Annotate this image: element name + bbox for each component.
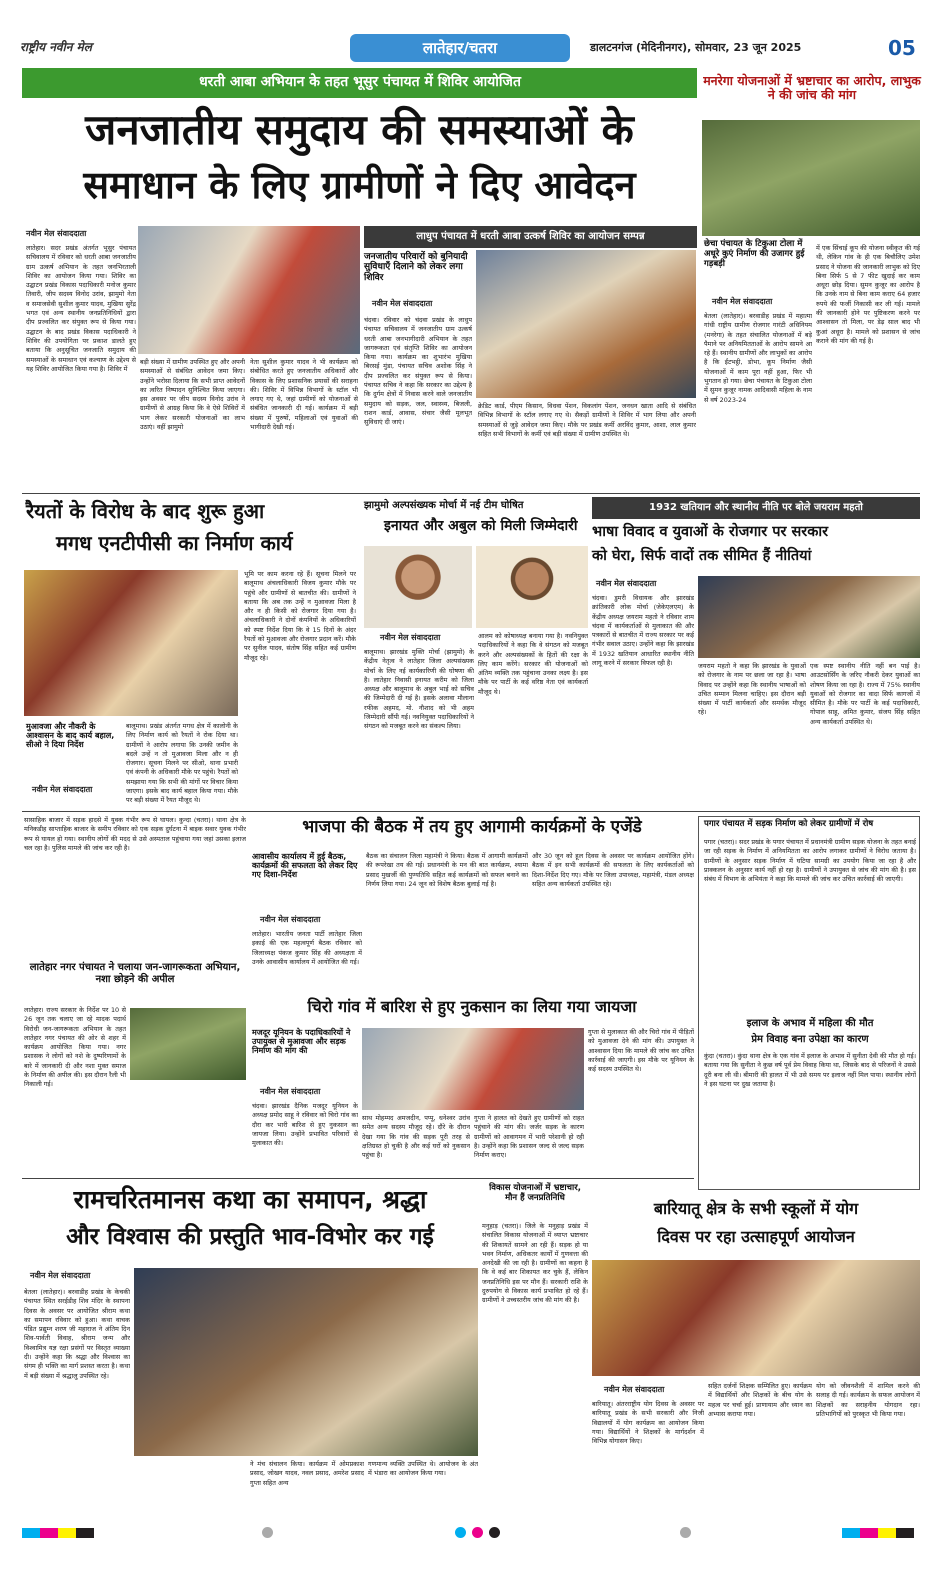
story1-col2: बड़ी संख्या में ग्रामीण उपस्थित हुए और अपनी समस्याओं से संबंधित आवेदन जमा किए। उन्होंने भरोसा दिलाया कि सभी प्राप्त आवेदनों का त्वरित निष्पादन सुनिश्चित किया जाएगा। इस अवसर पर जीप सदस्य विनोद उरांव ने ग्रामीणों से आग्रह किया कि वे ऐसे शिविरों में भाग लेकर सरकारी योजनाओं का लाभ उठाएं। वहीं झामुमो [140, 358, 245, 488]
registration-mark-icon [489, 1527, 500, 1538]
story2-sub-head: छेचा पंचायत के टिकुआ टोला में अधूरे कुएं निर्माण की उजागर हुई गड़बड़ी [704, 239, 805, 269]
story9-col3: गुप्ता ने हालत को देखते हुए ग्रामीणों को राहत पहुंचाने की मांग की। जर्जर सड़क के कारण ग्रामीणों को आवागमन में भारी परेशानी हो रही है। उन्होंने कहा कि प्रशासन जल्द से जल्द सड़क निर्माण कराए। [474, 1114, 584, 1174]
story9-col4: गुप्ता से मुलाकात की और चिरो गांव में पीड़ितों को मुआवजा देने की मांग की। उपायुक्त ने आश्वासन दिया कि मामले की जांच कर उचित कार्रवाई की जाएगी। इस मौके पर यूनियन के कई सदस्य उपस्थित थे। [588, 1028, 694, 1174]
story1-photo-sub [476, 250, 696, 398]
story12-byline: नवीन मेल संवाददाता [604, 1385, 665, 1394]
story10-byline: नवीन मेल संवाददाता [30, 1271, 91, 1280]
story3-caption: मुआवजा और नौकरी के आश्वासन के बाद कार्य बहाल, सीओ ने दिया निर्देश [26, 722, 115, 750]
story3-col2: भूमि पर काम करना रहे हैं। सूचना मिलने पर बालूमाथ अंचलाधिकारी विजय कुमार मौके पर पहुंचे और ग्रामीणों से बातचीत की। ग्रामीणों ने बताया कि अब तक उन्हें न मुआवजा मिला है और न ही किसी को रोजगार दिया गया है। अंचलाधिकारी ने दोनों कंपनियों के अधिकारियों को स्पष्ट निर्देश दिया कि वे 15 दिनों के अंदर रैयतों को मुआवजा और रोजगार प्रदान करें। मौके पर सुनील यादव, संतोष सिंह सहित कई ग्रामीण मौजूद रहे। [244, 570, 356, 806]
story1-byline: नवीन मेल संवाददाता [26, 229, 87, 238]
story6-col1: सासाहिक बाजार में सड़क हादसे में युवक गंभीर रूप से घायल। कुन्दा (चतरा)। थाना क्षेत्र के मनिकडीह साप्ताहिक बाजार के समीप रविवार को एक सड़क दुर्घटना में बाइक सवार युवक गंभीर रूप से घायल हो गया। स्थानीय लोगों की मदद से उसे अस्पताल पहुंचाया गया जहां उसका इलाज चल रहा है। पुलिस मामले की जांच कर रही है। [24, 816, 246, 956]
masthead-dateline: डालटनगंज (मेदिनीनगर), सोमवार, 23 जून 2025 [590, 41, 802, 54]
story7-col1: लातेहार। भारतीय जनता पार्टी लातेहार जिला इकाई की एक महत्वपूर्ण बैठक रविवार को जिलाध्यक्ष पंकज कुमार सिंह की अध्यक्षता में उनके आवासीय कार्यालय में आयोजित की गई। [252, 930, 362, 992]
story5-photo [698, 576, 920, 658]
story4-headline-line1: झामुमो अल्पसंख्यक मोर्चा में नई टीम घोषित [364, 500, 524, 511]
story9-headline: चिरो गांव में बारिश से हुए नुकसान का लिया गया जायजा [307, 997, 637, 1016]
masthead-page-no: 05 [888, 36, 916, 60]
story8-col2: कुंदा (चतरा)। कुंदा थाना क्षेत्र के एक गांव में इलाज के अभाव में सुनीता देवी की मौत हो गई। बताया गया कि सुनीता ने कुछ वर्ष पूर्व प्रेम विवाह किया था, जिसके बाद से परिजनों ने उससे दूरी बना ली थी। बीमारी की हालत में भी उसे समय पर इलाज नहीं मिल पाया। स्थानीय लोगों ने इस घटना पर दुख जताया है। [704, 1052, 916, 1186]
story4-headline-line2: इनायत और अबुल को मिली जिम्मेदारी [384, 518, 578, 534]
story5-byline: नवीन मेल संवाददाता [596, 579, 657, 588]
story1-sub-banner: लाधुप पंचायत में धरती आबा उत्कर्ष शिविर का आयोजन सम्पन्न [416, 231, 645, 242]
story3-byline: नवीन मेल संवाददाता [32, 785, 93, 794]
color-bar [22, 1528, 920, 1538]
story5-headline-line2: को घेरा, सिर्फ वादों तक सीमित हैं नीतियां [592, 548, 812, 564]
story6-col2: लातेहार। राज्य सरकार के निर्देश पर 10 से 26 जून तक चलाए जा रहे मादक पदार्थ विरोधी जन-जागरूकता अभियान के तहत लातेहार नगर पंचायत की ओर से शहर में कार्यक्रम आयोजित किया गया। नगर प्रशासक ने लोगों को नशे के दुष्परिणामों के बारे में जानकारी दी और नशा मुक्त समाज के निर्माण की अपील की। इस दौरान रैली भी निकाली गई। [24, 1006, 126, 1174]
story4-photo-abul [476, 546, 588, 628]
story2-byline: नवीन मेल संवाददाता [712, 297, 773, 306]
masthead-section: लातेहार/चतरा [422, 39, 498, 57]
story12-headline-line1: बारियातू क्षेत्र के सभी स्कूलों में योग [653, 1199, 859, 1218]
story1-photo-main [138, 226, 360, 354]
story9-photo [362, 1028, 584, 1110]
story10-headline-line1: रामचरितमानस कथा का समापन, श्रद्धा [73, 1185, 427, 1214]
story5-headline-line1: भाषा विवाद व युवाओं के रोजगार पर सरकार [592, 524, 829, 540]
registration-mark-icon [455, 1527, 466, 1538]
story9-col1: चंदवा। झारखंड दैनिक मजदूर यूनियन के अध्यक्ष प्रमोद साहू ने रविवार को चिरो गांव का दौरा कर भारी बारिश से हुए नुकसान का जायजा लिया। उन्होंने प्रभावित परिवारों से मुलाकात की। [252, 1102, 358, 1174]
story12-photo [592, 1260, 920, 1376]
story3-col1: बालूमाथ। प्रखंड अंतर्गत मगध क्षेत्र में कालोनी के लिए निर्माण कार्य को रैयतों ने रोक दिया था। ग्रामीणों ने आरोप लगाया कि उनकी जमीन के बदले उन्हें न तो मुआवजा मिला और न ही रोजगार। सूचना मिलने पर सीओ, थाना प्रभारी एवं कंपनी के अधिकारी मौके पर पहुंचे। रैयतों को समझाया गया कि सभी की मांगों पर विचार किया जाएगा। इसके बाद कार्य बहाल किया गया। मौके पर बड़ी संख्या में रैयत मौजूद थे। [126, 722, 238, 805]
divider-row3 [22, 1178, 694, 1179]
story2-col1: बेतला (लातेहार)। बरवाडीह प्रखंड में महात्मा गांधी राष्ट्रीय ग्रामीण रोजगार गारंटी अधिनियम (मनरेगा) के तहत संचालित योजनाओं में बड़े पैमाने पर अनियमितताओं के आरोप सामने आ रहे हैं। स्थानीय ग्रामीणों और लाभुकों का आरोप है कि ईंटभट्ठी, डोभा, कूप निर्माण जैसी योजनाओं में काम पूरा नहीं हुआ, फिर भी भुगतान हो गया। छेचा पंचायत के टिकुआ टोला में सुमन कुजूर नामक आदिवासी महिला के नाम से वर्ष 2023-24 [704, 312, 812, 488]
story1-headline-line2: समाधान के लिए ग्रामीणों ने दिए आवेदन [83, 163, 636, 207]
story2-photo [702, 120, 920, 236]
masthead [20, 34, 925, 64]
story7-col2: बैठक का संचालन जिला महामंत्री ने किया। बैठक में आगामी कार्यक्रमों की रूपरेखा तय की गई। प्रधानमंत्री के मन की बात कार्यक्रम, श्यामा प्रसाद मुखर्जी की पुण्यतिथि सहित कई कार्यक्रमों को सफल बनाने का निर्णय लिया गया। 24 जून को विशेष बैठक बुलाई गई है। [366, 852, 528, 992]
story4-byline: नवीन मेल संवाददाता [380, 633, 441, 642]
story4-col1: बालूमाथ। झारखंड मुक्ति मोर्चा (झामुमो) के केंद्रीय नेतृत्व ने लातेहार जिला अल्पसंख्यक मोर्चा के लिए नई कार्यकारिणी की घोषणा की है। लातेहार निवासी इनायत करीम को जिला अध्यक्ष और बालूमाथ के अबुल भाई को सचिव की जिम्मेदारी दी गई है। इसके अलावा मौलाना रफीक अहमद, मो. नौशाद को भी अहम जिम्मेदारी सौंपी गई। नवनियुक्त पदाधिकारियों ने संगठन को मजबूत करने का संकल्प लिया। [364, 648, 474, 806]
story3-photo [24, 570, 238, 716]
story9-byline: नवीन मेल संवाददाता [260, 1087, 321, 1096]
story1-sub-byline: नवीन मेल संवाददाता [372, 299, 433, 308]
story12-col2: सहित दर्जनों शिक्षक सम्मिलित हुए। कार्यक्रम में विद्यार्थियों और शिक्षकों के बीच योग के महत्व पर चर्चा हुई। प्राणायाम और ध्यान का अभ्यास कराया गया। [708, 1382, 812, 1516]
story9-col2: साथ मोहम्मद अमजदीन, पप्पू, धनेश्वर उरांव समेत अन्य सदस्य मौजूद रहे। दौरे के दौरान देखा गया कि गांव की सड़क पूरी तरह से क्षतिग्रस्त हो चुकी है और कई घरों को नुकसान पहुंचा है। [362, 1114, 470, 1174]
registration-mark-icon [262, 1527, 273, 1538]
story5-col2: जयराम महतो ने कहा कि झारखंड के युवाओं को रोजगार के नाम पर छला जा रहा है। भाषा विवाद पर उन्होंने कहा कि स्थानीय भाषाओं को उचित सम्मान मिलना चाहिए। इस दौरान बड़ी संख्या में पार्टी कार्यकर्ता और समर्थक मौजूद रहे। [698, 662, 806, 806]
story6-photo [130, 1008, 246, 1080]
story1-col4: चंदवा। रविवार को चंदवा प्रखंड के लाधुप पंचायत सचिवालय में जनजातीय ग्राम उत्कर्ष धरती आबा जनभागीदारी अभियान के तहत जागरूकता एवं संतृप्ति शिविर का आयोजन किया गया। कार्यक्रम का शुभारंभ मुखिया बिरसई मुंडा, पंचायत सचिव अशोक सिंह ने दीप प्रज्वलित कर संयुक्त रूप से किया। पंचायत सचिव ने कहा कि सरकार का उद्देश्य है कि दुर्गम क्षेत्रों में निवास करने वाले जनजातीय समुदाय को सड़क, जल, स्वास्थ्य, बिजली, राशन कार्ड, आवास, संचार जैसी मूलभूत सुविधाएं दी जाएं। [364, 316, 472, 488]
story3-headline-line2: मगध एनटीपीसी का निर्माण कार्य [56, 531, 293, 555]
story7-byline: नवीन मेल संवाददाता [260, 915, 321, 924]
story7-col3: और 30 जून को हूल दिवस के अवसर पर कार्यक्रम आयोजित होंगे। बैठक में इन सभी कार्यक्रमों की सफलता के लिए कार्यकर्ताओं को दिशा-निर्देश दिए गए। मौके पर जिला उपाध्यक्ष, महामंत्री, मंडल अध्यक्ष सहित अन्य कार्यकर्ता उपस्थित रहे। [532, 852, 694, 992]
story5-col3: एक स्पष्ट स्थानीय नीति नहीं बन पाई है। आउटसोर्सिंग के जरिए नौकरी देकर युवाओं का शोषण किया जा रहा है। राज्य में 75% स्थानीय युवाओं को रोजगार का वादा सिर्फ कागजों में सीमित है। मौके पर पार्टी के कई पदाधिकारी, गोपाल साहू, अमित कुमार, संजय सिंह सहित अन्य कार्यकर्ता उपस्थित थे। [810, 662, 920, 806]
story8-sub-head2: प्रेम विवाह बना उपेक्षा का कारण [751, 1034, 869, 1045]
story12-headline-line2: दिवस पर रहा उत्साहपूर्ण आयोजन [657, 1227, 855, 1246]
story1-sub-head: जनजातीय परिवारों को बुनियादी सुविधाएँ दिलाने को लेकर लगा शिविर [364, 252, 468, 283]
divider-row2 [22, 811, 920, 812]
registration-mark-icon [472, 1527, 483, 1538]
story8-sub-head1: इलाज के अभाव में महिला की मौत [746, 1018, 874, 1029]
story4-col2: आलम को कोषाध्यक्ष बनाया गया है। नवनियुक्त पदाधिकारियों ने कहा कि वे संगठन को मजबूत करने और अल्पसंख्यकों के हितों की रक्षा के लिए काम करेंगे। सरकार की योजनाओं को अंतिम व्यक्ति तक पहुंचाना उनका लक्ष्य है। इस मौके पर पार्टी के कई वरिष्ठ नेता एवं कार्यकर्ता मौजूद थे। [478, 632, 588, 806]
story11-kicker: विकास योजनाओं में भ्रष्टाचार, मौन हैं जनप्रतिनिधि [489, 1183, 581, 1203]
story1-kicker: धरती आबा अभियान के तहत भूसुर पंचायत में शिविर आयोजित [199, 74, 521, 90]
story11-col1: मनुहाड़ (चतरा)। जिले के मनुहाड़ प्रखंड में संचालित विकास योजनाओं में व्याप्त भ्रष्टाचार की शिकायतें सामने आ रही हैं। सड़क हो या भवन निर्माण, अधिकतर कार्यों में गुणवत्ता की अनदेखी की जा रही है। ग्रामीणों का कहना है कि वे कई बार शिकायत कर चुके हैं, लेकिन जनप्रतिनिधि इस पर मौन हैं। सरकारी राशि के दुरुपयोग से विकास कार्य प्रभावित हो रहे हैं। ग्रामीणों ने उच्चस्तरीय जांच की मांग की है। [482, 1222, 588, 1516]
story10-col2: ने मंच संचालन किया। कार्यक्रम में ओमप्रकाश प्रसाद, जोखन यादव, नवल प्रसाद, अमरेश प्रसाद गुप्ता सहित अन्य [250, 1460, 364, 1516]
story10-col3: गणमान्य व्यक्ति उपस्थित थे। आयोजन के अंत में भंडारा का आयोजन किया गया। [368, 1460, 478, 1516]
divider-row1 [22, 493, 920, 494]
story5-col1: चंदवा। डुमरी विधायक और झारखंड क्रांतिकारी लोक मोर्चा (जेकेएलएम) के केंद्रीय अध्यक्ष जयराम महतो ने रविवार शाम चंदवा में कार्यकर्ताओं से मुलाकात की और पत्रकारों से बातचीत में राज्य सरकार पर कई गंभीर सवाल उठाए। उन्होंने कहा कि झारखंड में 1932 खतियान आधारित स्थानीय नीति लागू करने में सरकार विफल रही है। [592, 594, 694, 806]
story7-sub-head: आवासीय कार्यालय में हुई बैठक, कार्यक्रमों की सफलता को लेकर दिए गए दिशा-निर्देश [252, 852, 358, 880]
story1-col5: क्रेडिट कार्ड, पीएम किसान, विधवा पेंशन, विकलांग पेंशन, जनधन खाता आदि से संबंधित विभिन्न विभागों के स्टॉल लगाए गए थे। सैकड़ों ग्रामीणों ने शिविर में भाग लिया और अपनी समस्याओं से जुड़े आवेदन जमा किए। मौके पर प्रखंड कर्मी अरविंद कुमार, आशा, लाल कुमार सहित सभी विभागों के कर्मी एवं बड़ी संख्या में ग्रामीण उपस्थित थे। [478, 402, 696, 488]
story1-col3: नेता सुशील कुमार यादव ने भी कार्यक्रम को संबोधित करते हुए जनजातीय अधिकारों और विकास के लिए प्रशासनिक प्रयासों की सराहना की। शिविर में विभिन्न विभागों के स्टॉल भी लगाए गए थे, जहां ग्रामीणों को योजनाओं से संबंधित जानकारी दी गई। कार्यक्रम में बड़ी संख्या में पुरुषों, महिलाओं एवं युवाओं की भागीदारी देखी गई। [250, 358, 358, 488]
story10-headline-line2: और विश्वास की प्रस्तुति भाव-विभोर कर गई [66, 1224, 434, 1250]
story7-headline: भाजपा की बैठक में तय हुए आगामी कार्यक्रमों के एजेंडे [302, 817, 642, 837]
masthead-brand: राष्ट्रीय नवीन मेल [20, 40, 92, 54]
story12-col1: बारियातू। अंतरराष्ट्रीय योग दिवस के अवसर पर बारियातू प्रखंड के सभी सरकारी और निजी विद्यालयों में योग कार्यक्रम का आयोजन किया गया। विद्यार्थियों ने शिक्षकों के मार्गदर्शन में विभिन्न योगासन किए। [592, 1400, 704, 1516]
story4-photo-inayat [364, 546, 472, 628]
story5-kicker: 1932 खतियान और स्थानीय नीति पर बोले जयराम महतो [649, 502, 863, 513]
story2-col2: में एक सिंचाई कूप की योजना स्वीकृत की गई थी, लेकिन गांव के ही एक बिचौलिए उमेश प्रसाद ने योजना की जानकारी लाभुक को दिए बिना सिर्फ 5 से 7 फीट खुदाई कर काम अधूरा छोड़ दिया। सुमन कुजूर का आरोप है कि उनके नाम से बिना काम कराए 64 हजार रुपये की फर्जी निकासी कर ली गई। मामले की जानकारी होने पर पुष्टिकरण करने पर आश्वासन तो मिला, पर डेढ़ साल बाद भी कुआं अधूरा है। मामले को प्रशासन से जांच कराने की मांग की गई है। [816, 244, 920, 488]
story1-headline-line1: जनजातीय समुदाय की समस्याओं के [85, 105, 634, 154]
registration-mark-icon [680, 1527, 691, 1538]
story12-col3: योग को जीवनशैली में शामिल करने की सलाह दी गई। कार्यक्रम के सफल आयोजन में शिक्षकों का सराहनीय योगदान रहा। प्रतिभागियों को पुरस्कृत भी किया गया। [816, 1382, 920, 1516]
story2-headline: मनरेगा योजनाओं में भ्रष्टाचार का आरोप, लाभुक ने की जांच की मांग [703, 73, 921, 103]
story3-headline-line1: रैयतों के विरोध के बाद शुरू हुआ [26, 499, 265, 523]
story10-photo [134, 1268, 478, 1456]
story8-headline: पगार पंचायत में सड़क निर्माण को लेकर ग्रामीणों में रोष [704, 819, 874, 829]
story10-col1: बेतला (लातेहार)। बरवाडीह प्रखंड के केचकी पंचायत स्थित सरईडीह शिव मंदिर के स्थापना दिवस के अवसर पर आयोजित श्रीराम कथा का समापन रविवार को हुआ। कथा वाचक पंडित प्रद्युम्न शरण जी महाराज ने अंतिम दिन शिव-पार्वती विवाह, श्रीराम जन्म और विश्वामित्र यज्ञ रक्षा प्रसंगों पर विस्तृत व्याख्या दी। उन्होंने कहा कि श्रद्धा और विश्वास का संगम ही भक्ति का मार्ग प्रशस्त करता है। कथा में बड़ी संख्या में श्रद्धालु उपस्थित रहे। [24, 1288, 130, 1516]
story9-sub-head: मजदूर यूनियन के पदाधिकारियों ने उपायुक्त से मुआवजा और सड़क निर्माण की मांग की [252, 1028, 351, 1056]
story1-col1: लातेहार। सदर प्रखंड अंतर्गत भूसुर पंचायत सचिवालय में रविवार को धरती आबा जनजातीय ग्राम उत्कर्ष अभियान के तहत जनभिरताली शिविर का आयोजन किया गया। शिविर का उद्घाटन प्रखंड विकास पदाधिकारी मनोज कुमार तिवारी, जीप सदस्य विनोद उरांव, झामुमो नेता व समाजसेवी सुशील कुमार यादव, मुखिया सुरेंद्र भगत एवं अन्य स्थानीय जनप्रतिनिधियों द्वारा दीप प्रज्वलित कर संयुक्त रूप से किया गया। उद्घाटन के बाद प्रखंड विकास पदाधिकारी ने शिविर की उपयोगिता पर प्रकाश डालते हुए बताया कि अनुसूचित जनजाति समुदाय की समस्याओं के समाधान एवं कल्याण के उद्देश्य से यह शिविर आयोजित किया गया है। शिविर में [26, 244, 136, 490]
story8-col1: पगार (चतरा)। सदर प्रखंड के पगार पंचायत में प्रधानमंत्री ग्रामीण सड़क योजना के तहत बनाई जा रही सड़क के निर्माण में अनियमितता का आरोप लगाकर ग्रामीणों ने विरोध जताया है। ग्रामीणों के अनुसार सड़क निर्माण में घटिया सामग्री का उपयोग किया जा रहा है और प्राक्कलन के अनुसार कार्य नहीं हो रहा है। ग्रामीणों ने उपायुक्त से जांच की मांग की है। इस संबंध में विभाग के अभियंता ने कहा कि मामले की जांच कर उचित कार्रवाई की जाएगी। [704, 838, 916, 1014]
story6-sub-head: लातेहार नगर पंचायत ने चलाया जन-जागरूकता अभियान, नशा छोड़ने की अपील [29, 962, 241, 985]
